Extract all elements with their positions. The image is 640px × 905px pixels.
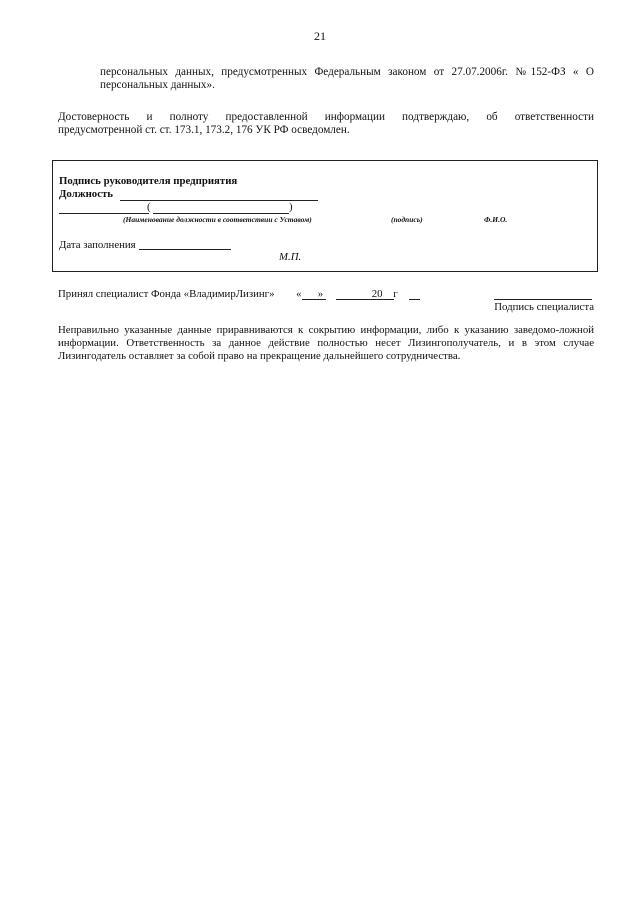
month-field[interactable] bbox=[336, 299, 394, 300]
fio-field[interactable] bbox=[153, 213, 289, 214]
paragraph-line: Неправильно указанные данные приравниваются к сокрытию информации, либо к указанию заведомо-ложной bbox=[58, 324, 594, 336]
accepted-text: Принял специалист Фонда «ВладимирЛизинг» bbox=[58, 288, 275, 300]
personal-data-paragraph bbox=[100, 66, 594, 92]
quote-open: « bbox=[296, 288, 302, 300]
year-field[interactable] bbox=[409, 299, 420, 300]
warning-paragraph bbox=[58, 324, 594, 363]
specialist-signature-label: Подпись специалиста bbox=[494, 301, 594, 313]
paragraph-line: персональных данных». bbox=[100, 79, 215, 91]
signature-box bbox=[52, 160, 598, 272]
paren-close: ) bbox=[289, 201, 293, 213]
caption-signature: (подпись) bbox=[391, 215, 423, 224]
caption-position: (Наименование должности в соответствии с Уставом) bbox=[123, 215, 312, 224]
paragraph-line: информации. Ответственность за данное действие полностью несет Лизингополучатель, и в этом случае bbox=[58, 337, 594, 349]
stamp-label: М.П. bbox=[279, 251, 302, 263]
paragraph-line: предусмотренной ст. ст. 173.1, 173.2, 176 УК РФ осведомлен. bbox=[58, 124, 350, 136]
year-prefix: 20 bbox=[371, 288, 383, 300]
paragraph-line: Достоверность и полноту предоставленной информации подтверждаю, об ответственности bbox=[58, 111, 594, 123]
caption-fio: Ф.И.О. bbox=[484, 215, 508, 224]
year-suffix: г bbox=[393, 288, 398, 300]
page-number: 21 bbox=[314, 29, 326, 43]
paragraph-line: Лизингодатель оставляет за собой право на прекращение дальнейшего сотрудничества. bbox=[58, 350, 461, 362]
quote-close: » bbox=[317, 288, 324, 300]
confirmation-paragraph bbox=[58, 111, 594, 137]
date-field[interactable] bbox=[139, 249, 231, 250]
day-field[interactable] bbox=[302, 299, 326, 300]
date-label: Дата заполнения bbox=[59, 239, 136, 251]
paren-open: ( bbox=[147, 201, 151, 213]
paragraph-line: персональных данных, предусмотренных Федеральным законом от 27.07.2006г. №152-ФЗ « О bbox=[100, 66, 594, 78]
position-label: Должность bbox=[59, 188, 113, 200]
signature-field[interactable] bbox=[59, 213, 149, 214]
specialist-signature-field[interactable] bbox=[494, 299, 592, 300]
signature-title: Подпись руководителя предприятия bbox=[59, 175, 238, 187]
